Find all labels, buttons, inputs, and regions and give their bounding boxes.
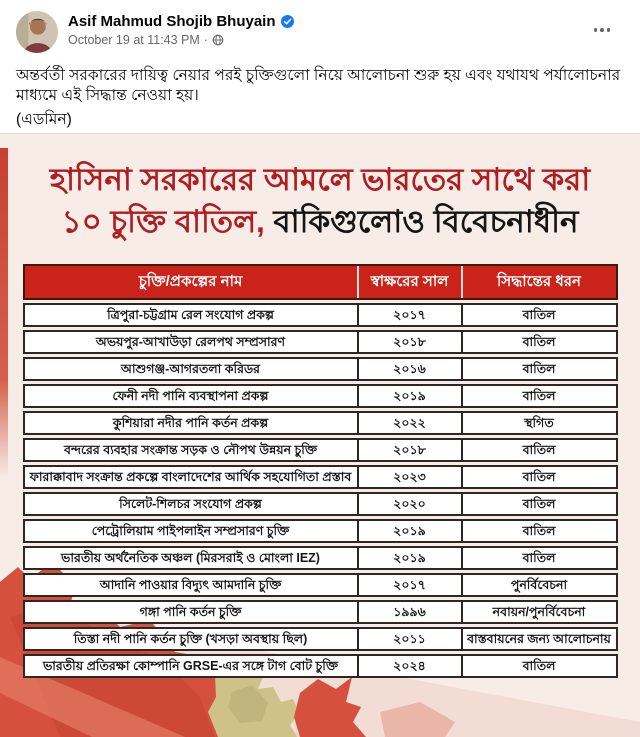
cell-year: ২০২০: [357, 494, 461, 514]
table-row: [23, 600, 618, 624]
cell-name: ভারতীয় প্রতিরক্ষা কোম্পানি GRSE-এর সঙ্গে টাগ বোট চুক্তি: [42, 659, 339, 674]
table-row: [23, 573, 618, 597]
cell-name: সিলেট-শিলচর সংযোগ প্রকল্প: [119, 497, 262, 512]
cell-name: কুশিয়ারা নদীর পানি কর্তন প্রকল্প: [112, 416, 269, 431]
table-row: [23, 627, 618, 651]
cell-year: ২০১৬: [357, 359, 461, 379]
cell-status: বাতিল: [461, 332, 616, 352]
header-status-column: সিদ্ধান্তের ধরন: [461, 266, 616, 298]
table-row: [23, 546, 618, 570]
cell-status: স্থগিত: [461, 413, 616, 433]
cell-name: ফারাক্কাবাদ সংক্রান্ত প্রকল্পে বাংলাদেশের আর্থিক সহযোগিতা প্রস্তাব: [29, 470, 352, 485]
table-row: [23, 519, 618, 543]
author-name[interactable]: Asif Mahmud Shojib Bhuyain: [68, 13, 276, 30]
cell-status: বাতিল: [461, 494, 616, 514]
image-headline: [0, 134, 640, 243]
cell-name: আশুগঞ্জ-আগরতলা করিডর: [120, 362, 261, 377]
cell-name: তিস্তা নদী পানি কর্তন চুক্তি (খসড়া অবস্থায় ছিল): [73, 632, 308, 647]
cell-name: আদানি পাওয়ার বিদ্যুৎ আমদানি চুক্তি: [99, 578, 282, 593]
table-row: [23, 411, 618, 435]
cell-year: ২০১৮: [357, 332, 461, 352]
treaty-table: [23, 264, 618, 678]
cell-status: বাতিল: [461, 386, 616, 406]
cell-status: বাতিল: [461, 359, 616, 379]
cell-year: ২০২৩: [357, 467, 461, 487]
cell-status: পুনর্বিবেচনা: [461, 575, 616, 595]
table-row: [23, 330, 618, 354]
cell-status: বাস্তবায়নের জন্য আলোচনায়: [461, 629, 616, 649]
table-row: [23, 384, 618, 408]
table-row: [23, 654, 618, 678]
cell-year: ২০১৭: [357, 575, 461, 595]
cell-name: গঙ্গা পানি কর্তন চুক্তি: [139, 605, 242, 620]
cell-status: বাতিল: [461, 440, 616, 460]
post-image[interactable]: [0, 133, 640, 737]
table-row: [23, 303, 618, 327]
headline-line1: হাসিনা সরকারের আমলে ভারতের সাথে করা: [49, 162, 591, 197]
cell-status: বাতিল: [461, 548, 616, 568]
cell-year: ২০২২: [357, 413, 461, 433]
table-row: [23, 438, 618, 462]
header-year-column: স্বাক্ষরের সাল: [357, 266, 461, 298]
verified-badge-icon: [281, 15, 294, 28]
table-header-row: [23, 264, 618, 300]
cell-name: বন্দরের ব্যবহার সংক্রান্ত সড়ক ও নৌপথ উন্নয়ন চুক্তি: [64, 443, 317, 458]
headline-line2-dark: বাকিগুলোও বিবেচনাধীন: [273, 204, 579, 240]
avatar[interactable]: [16, 11, 58, 53]
cell-status: বাতিল: [461, 305, 616, 325]
cell-year: ২০২৪: [357, 656, 461, 676]
cell-year: ২০১১: [357, 629, 461, 649]
cell-status: বাতিল: [461, 656, 616, 676]
ellipsis-icon: [607, 28, 611, 32]
avatar-photo: [16, 11, 58, 53]
ellipsis-icon: [594, 28, 598, 32]
globe-icon: [212, 34, 224, 46]
post-text: অন্তর্বর্তী সরকারের দায়িত্ব নেয়ার পরই চুক্তিগুলো নিয়ে আলোচনা শুরু হয় এবং যথাযথ পর্যালোচনার মাধ্যমে এই সিদ্ধান্ত নেওয়া হয়।: [16, 67, 621, 105]
table-row: [23, 465, 618, 489]
headline-line2-red: ১০ চুক্তি বাতিল,: [61, 204, 265, 240]
more-options-button[interactable]: [590, 20, 615, 40]
timestamp-separator: ·: [203, 33, 208, 47]
cell-name: অভয়পুর-আখাউড়া রেলপথ সম্প্রসারণ: [95, 335, 286, 350]
post-timestamp[interactable]: October 19 at 11:43 PM: [68, 33, 200, 47]
cell-name: ভারতীয় অর্থনৈতিক অঞ্চল (মিরসরাই ও মোংলা IEZ): [61, 551, 320, 566]
header-name-column: চুক্তি/প্রকল্পের নাম: [138, 273, 243, 291]
cell-status: বাতিল: [461, 467, 616, 487]
cell-year: ২০১৮: [357, 440, 461, 460]
cell-status: নবায়ন/পুনর্বিবেচনা: [461, 602, 616, 622]
headline-line2: [0, 201, 640, 243]
table-row: [23, 357, 618, 381]
cell-year: ২০১৯: [357, 548, 461, 568]
cell-name: ফেনী নদী পানি ব্যবস্থাপনা প্রকল্প: [112, 389, 269, 404]
post-header: [0, 0, 640, 59]
cell-year: ২০১৯: [357, 521, 461, 541]
cell-year: ২০১৭: [357, 305, 461, 325]
table-body: [23, 303, 618, 678]
cell-name: পেট্রোলিয়াম পাইপলাইন সম্প্রসারণ চুক্তি: [91, 524, 290, 539]
cell-year: ১৯৯৬: [357, 602, 461, 622]
cell-name: ত্রিপুরা-চট্টগ্রাম রেল সংযোগ প্রকল্প: [107, 308, 274, 323]
cell-year: ২০১৯: [357, 386, 461, 406]
cell-status: বাতিল: [461, 521, 616, 541]
table-row: [23, 492, 618, 516]
ellipsis-icon: [600, 28, 604, 32]
post-admin-note: (এডমিন): [16, 110, 72, 128]
